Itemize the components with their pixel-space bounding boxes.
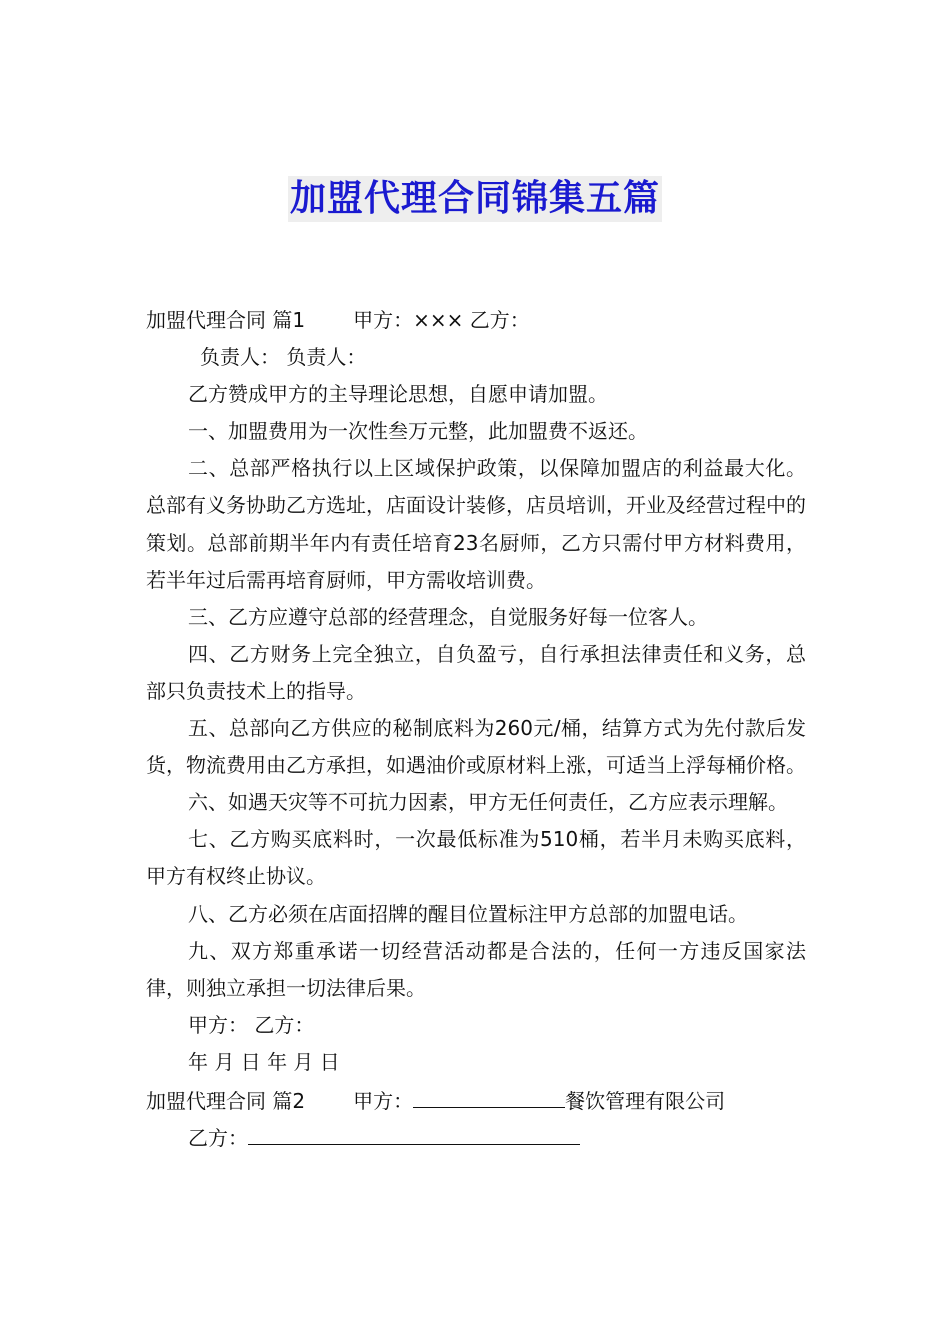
party-b-blank-line — [248, 1118, 580, 1145]
contract-2-party-a-suffix: 餐饮管理有限公司 — [565, 1088, 726, 1113]
title-container — [0, 176, 950, 222]
contract-2-party-b-label: 乙方： — [188, 1126, 248, 1151]
contract-1-date: 年 月 日 年 月 日 — [188, 1049, 340, 1074]
clause-4: 四、乙方财务上完全独立，自负盈亏，自行承担法律责任和义务，总部只负责技术上的指导。 — [146, 641, 806, 703]
contract-1-signature: 甲方： 乙方： — [188, 1012, 315, 1037]
clause-5: 五、总部向乙方供应的秘制底料为260元/桶，结算方式为先付款后发货，物流费用由乙方承担，如遇油价或原材料上涨，可适当上浮每桶价格。 — [146, 716, 806, 778]
contract-1-header-line — [146, 302, 806, 339]
clause-8: 八、乙方必须在店面招牌的醒目位置标注甲方总部的加盟电话。 — [188, 901, 748, 926]
contract-2-party-a-label: 甲方： — [353, 1088, 414, 1113]
clause-2: 二、总部严格执行以上区域保护政策，以保障加盟店的利益最大化。总部有义务协助乙方选址，店面设计装修，店员培训，开业及经营过程中的策划。总部前期半年内有责任培育23名厨师，乙方只需付甲方材料费用，若半年过后需再培育厨师，甲方需收培训费。 — [146, 456, 806, 592]
contract-1-responsible: 负责人： 负责人： — [200, 345, 367, 370]
contract-1-parties: 甲方：××× 乙方： — [353, 308, 530, 332]
clause-1: 一、加盟费用为一次性叁万元整，此加盟费不返还。 — [188, 419, 648, 444]
document-body — [146, 302, 806, 1155]
contract-2-heading: 加盟代理合同 篇2 — [146, 1088, 306, 1113]
clause-7: 七、乙方购买底料时，一次最低标准为510桶，若半月未购买底料，甲方有权终止协议。 — [146, 827, 806, 889]
clause-3: 三、乙方应遵守总部的经营理念，自觉服务好每一位客人。 — [188, 604, 708, 629]
contract-1-heading: 加盟代理合同 篇1 — [146, 308, 306, 332]
clause-9: 九、双方郑重承诺一切经营活动都是合法的，任何一方违反国家法律，则独立承担一切法律后果。 — [146, 938, 806, 1000]
contract-2-header-line — [146, 1081, 806, 1118]
party-a-blank-line — [413, 1081, 565, 1108]
clause-6: 六、如遇天灾等不可抗力因素，甲方无任何责任，乙方应表示理解。 — [188, 790, 788, 815]
document-title: 加盟代理合同锦集五篇 — [288, 176, 662, 222]
contract-2-party-b-line — [146, 1118, 806, 1155]
contract-1-intro: 乙方赞成甲方的主导理论思想，自愿申请加盟。 — [188, 382, 608, 407]
